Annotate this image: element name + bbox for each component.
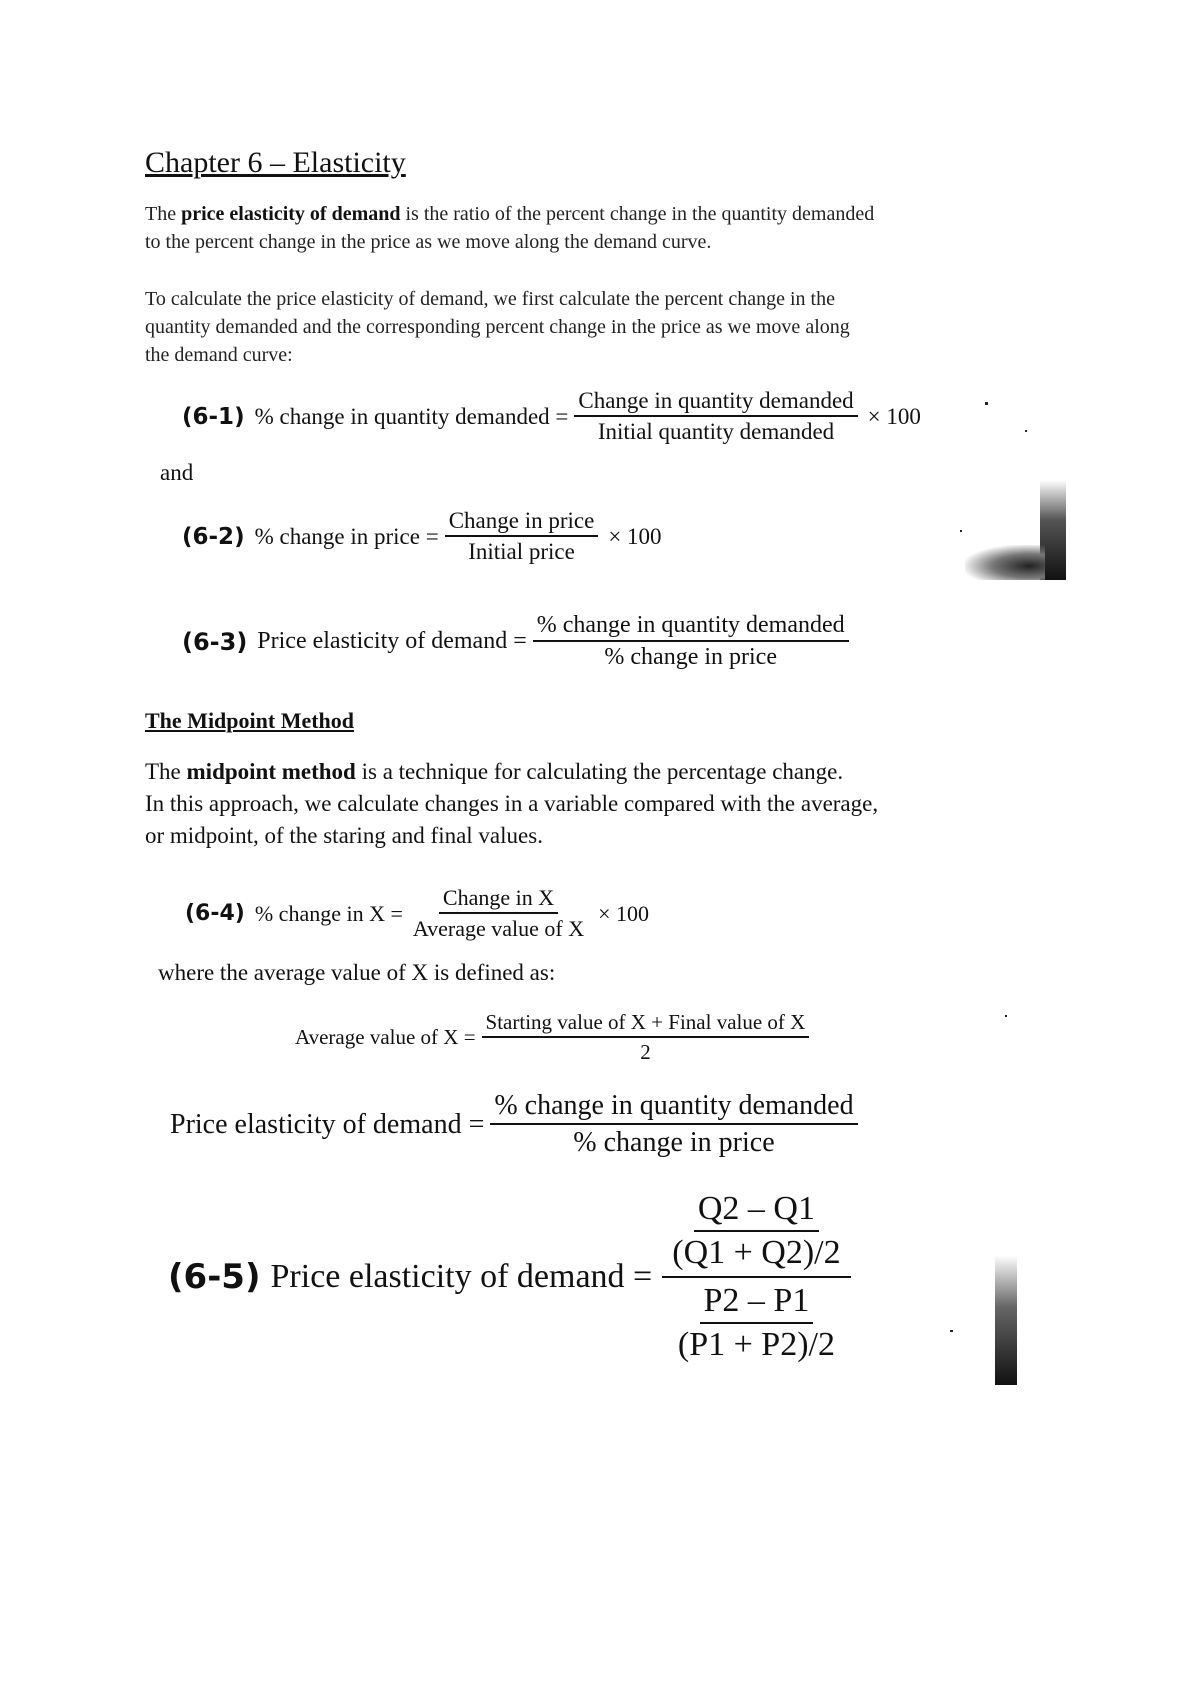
- term-midpoint-method: midpoint method: [186, 759, 356, 784]
- scan-speck: [950, 1330, 953, 1332]
- scan-smudge: [965, 545, 1045, 580]
- numerator: % change in quantity demanded: [490, 1090, 857, 1125]
- midpoint-line-1: The midpoint method is a technique for calculating the percentage change.: [145, 759, 844, 784]
- quantity-denominator: (Q1 + Q2)/2: [672, 1234, 841, 1271]
- scan-smudge: [995, 1255, 1017, 1385]
- equation-6-3: [182, 612, 855, 671]
- numerator: Change in X: [439, 885, 558, 914]
- section-heading: The Midpoint Method: [145, 708, 355, 733]
- numerator: Change in quantity demanded: [574, 388, 857, 417]
- price-fraction: [668, 1278, 845, 1364]
- multiplier: × 100: [608, 523, 662, 549]
- denominator: Initial quantity demanded: [597, 419, 835, 444]
- fraction: [445, 508, 599, 565]
- equation-number: (6-2): [182, 523, 245, 550]
- definition-note: where the average value of X is defined as:: [158, 960, 556, 985]
- equation-lhs: Price elasticity of demand =: [170, 1108, 485, 1140]
- calculation-line-3: the demand curve:: [145, 344, 293, 366]
- multiplier: × 100: [867, 403, 921, 429]
- definition-paragraph: [145, 200, 874, 256]
- equation-number: (6-1): [182, 403, 245, 430]
- equation-6-4: [185, 885, 649, 942]
- quantity-numerator: Q2 – Q1: [694, 1190, 819, 1232]
- denominator: % change in price: [604, 644, 777, 670]
- calculation-line-1: To calculate the price elasticity of demand, we first calculate the percent change in the: [145, 288, 835, 310]
- equation-number: (6-5): [168, 1257, 261, 1297]
- quantity-fraction: [662, 1190, 850, 1278]
- scan-speck: [960, 530, 962, 532]
- page-title: Chapter 6 – Elasticity: [145, 146, 406, 179]
- scan-speck: [1005, 1015, 1007, 1017]
- fraction: [490, 1090, 857, 1159]
- fraction: [409, 885, 588, 942]
- midpoint-line-2: In this approach, we calculate changes in a variable compared with the average,: [145, 791, 879, 816]
- price-elasticity-equation: [170, 1090, 864, 1159]
- fraction: [574, 388, 857, 445]
- denominator: Initial price: [468, 539, 575, 564]
- equation-lhs: % change in price =: [254, 523, 439, 549]
- scan-speck: [1025, 430, 1027, 432]
- price-numerator: P2 – P1: [700, 1282, 814, 1324]
- numerator: Change in price: [445, 508, 599, 537]
- equation-number: (6-3): [182, 627, 248, 656]
- numerator: Starting value of X + Final value of X: [482, 1010, 810, 1038]
- equation-6-2: [182, 508, 662, 565]
- price-denominator: (P1 + P2)/2: [677, 1326, 835, 1363]
- denominator: 2: [640, 1040, 651, 1064]
- midpoint-paragraph: [145, 756, 878, 852]
- definition-line-2: to the percent change in the price as we move along the demand curve.: [145, 231, 712, 253]
- denominator: % change in price: [573, 1127, 775, 1158]
- equation-6-1: [182, 388, 921, 445]
- compound-fraction: [662, 1190, 850, 1364]
- term-price-elasticity: price elasticity of demand: [181, 203, 401, 225]
- equation-6-5: [168, 1190, 857, 1364]
- equation-lhs: % change in quantity demanded =: [254, 403, 569, 429]
- equation-lhs: Price elasticity of demand =: [257, 628, 527, 654]
- average-value-equation: [295, 1010, 815, 1065]
- scan-speck: [985, 402, 988, 405]
- definition-line-1: The price elasticity of demand is the ratio of the percent change in the quantity demanded: [145, 203, 875, 225]
- equation-lhs: % change in X =: [254, 900, 403, 926]
- equation-number: (6-4): [185, 901, 245, 926]
- midpoint-line-3: or midpoint, of the staring and final values.: [145, 823, 543, 848]
- fraction: [482, 1010, 810, 1065]
- multiplier: × 100: [598, 900, 650, 926]
- equation-lhs: Price elasticity of demand =: [270, 1258, 653, 1295]
- numerator: % change in quantity demanded: [533, 612, 849, 642]
- connector-text: and: [160, 460, 194, 485]
- calculation-paragraph: [145, 285, 850, 369]
- fraction: [533, 612, 849, 671]
- denominator: Average value of X: [412, 916, 585, 941]
- equation-lhs: Average value of X =: [295, 1025, 476, 1049]
- calculation-line-2: quantity demanded and the corresponding percent change in the price as we move along: [145, 316, 850, 338]
